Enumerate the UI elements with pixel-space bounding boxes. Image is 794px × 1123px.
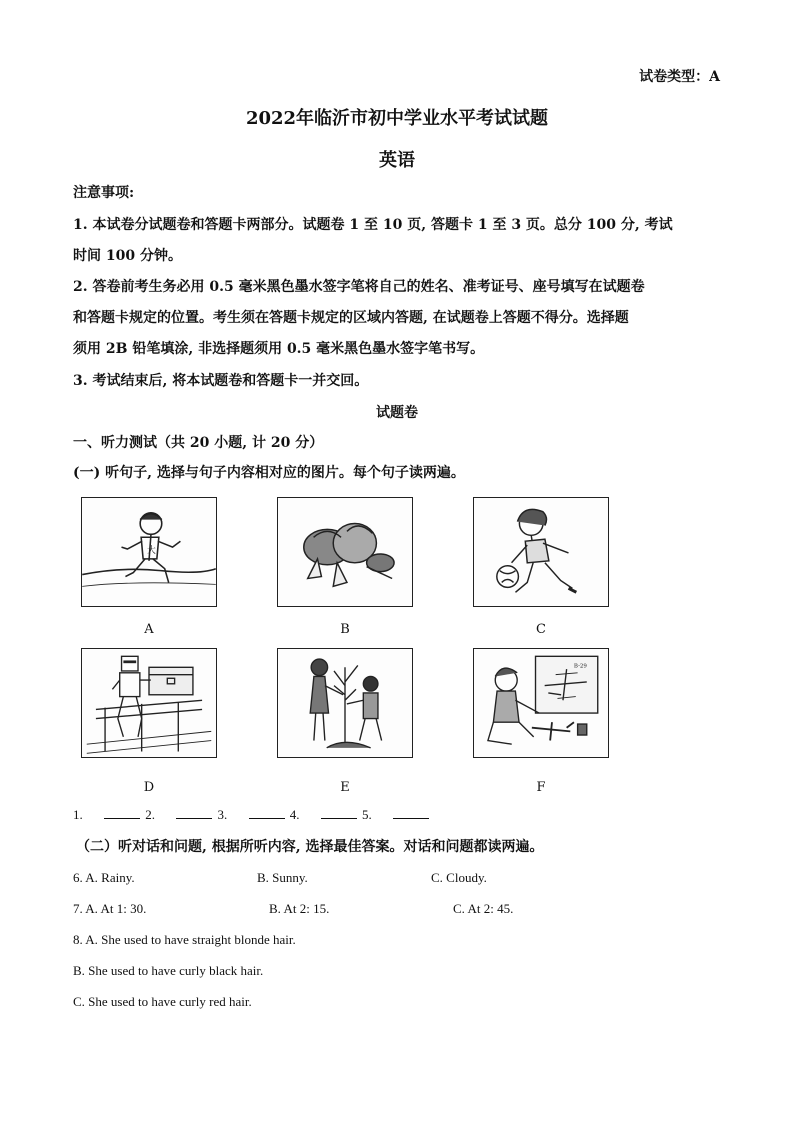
- picture-label-b: B: [340, 622, 350, 637]
- answer-blank-2[interactable]: [176, 806, 212, 819]
- blank-number: 1.: [73, 807, 83, 822]
- picture-label-f: F: [536, 780, 546, 795]
- picture-label-d: D: [143, 780, 155, 795]
- blank-number: 4.: [289, 807, 300, 822]
- part1-sub1: (一) 听句子, 选择与句子内容相对应的图片。每个句子读两遍。: [73, 465, 465, 481]
- svg-text:大: 大: [147, 545, 156, 556]
- notice-line: 3. 考试结束后, 将本试题卷和答题卡一并交回。: [73, 373, 369, 389]
- notice-line: 和答题卡规定的位置。考生须在答题卡规定的区域内答题, 在试题卷上答题不得分。选择题: [73, 310, 629, 326]
- answer-blank-3[interactable]: [249, 806, 285, 819]
- exam-subject: 英语: [379, 150, 415, 171]
- plane-sign: B-29: [573, 663, 587, 670]
- picture-e-planting-tree: [277, 648, 413, 758]
- q8-option-a: 8. A. She used to have straight blonde hair.: [73, 932, 296, 947]
- q7-option-a: 7. A. At 1: 30.: [73, 901, 147, 916]
- notice-line: 2. 答卷前考生务必用 0.5 毫米黑色墨水签字笔将自己的姓名、准考证号、座号填写在试题卷: [73, 279, 645, 295]
- q8-option-c: C. She used to have curly red hair.: [73, 994, 252, 1009]
- picture-a-running-boy: [81, 497, 217, 607]
- q7-option-c: C. At 2: 45.: [453, 901, 514, 916]
- section-label: 试题卷: [376, 405, 418, 421]
- q6-option-c: C. Cloudy.: [431, 870, 487, 885]
- notice-line: 1. 本试卷分试题卷和答题卡两部分。试题卷 1 至 10 页, 答题卡 1 至 3 页。总分 100 分, 考试: [73, 217, 673, 233]
- q7-option-b: B. At 2: 15.: [269, 901, 330, 916]
- picture-b-vegetables: [277, 497, 413, 607]
- picture-label-c: C: [536, 622, 546, 637]
- blank-number: 5.: [362, 807, 372, 822]
- picture-label-a: A: [144, 622, 154, 637]
- notice-line: 时间 100 分钟。: [73, 248, 182, 264]
- notice-heading: 注意事项:: [73, 185, 135, 201]
- part1-heading: 一、听力测试（共 20 小题, 计 20 分）: [73, 435, 324, 451]
- paper-type: 试卷类型：A: [639, 69, 720, 85]
- picture-c-girl-volleyball: [473, 497, 609, 607]
- picture-f-boy-model-plane: [473, 648, 609, 758]
- notice-line: 须用 2B 铅笔填涂, 非选择题须用 0.5 毫米黑色墨水签字笔书写。: [73, 341, 485, 357]
- picture-d-robot-box: [81, 648, 217, 758]
- blank-number: 3.: [217, 807, 228, 822]
- exam-title: 2022年临沂市初中学业水平考试试题: [245, 108, 549, 129]
- part1-sub2: （二）听对话和问题, 根据所听内容, 选择最佳答案。对话和问题都读两遍。: [76, 839, 544, 855]
- q8-option-b: B. She used to have curly black hair.: [73, 963, 264, 978]
- q6-option-b: B. Sunny.: [257, 870, 308, 885]
- answer-blank-5[interactable]: [393, 806, 429, 819]
- answer-blank-4[interactable]: [321, 806, 357, 819]
- answer-blanks: [73, 806, 431, 823]
- blank-number: 2.: [145, 807, 155, 822]
- picture-label-e: E: [340, 780, 350, 795]
- q6-option-a: 6. A. Rainy.: [73, 870, 135, 885]
- answer-blank-1[interactable]: [104, 806, 140, 819]
